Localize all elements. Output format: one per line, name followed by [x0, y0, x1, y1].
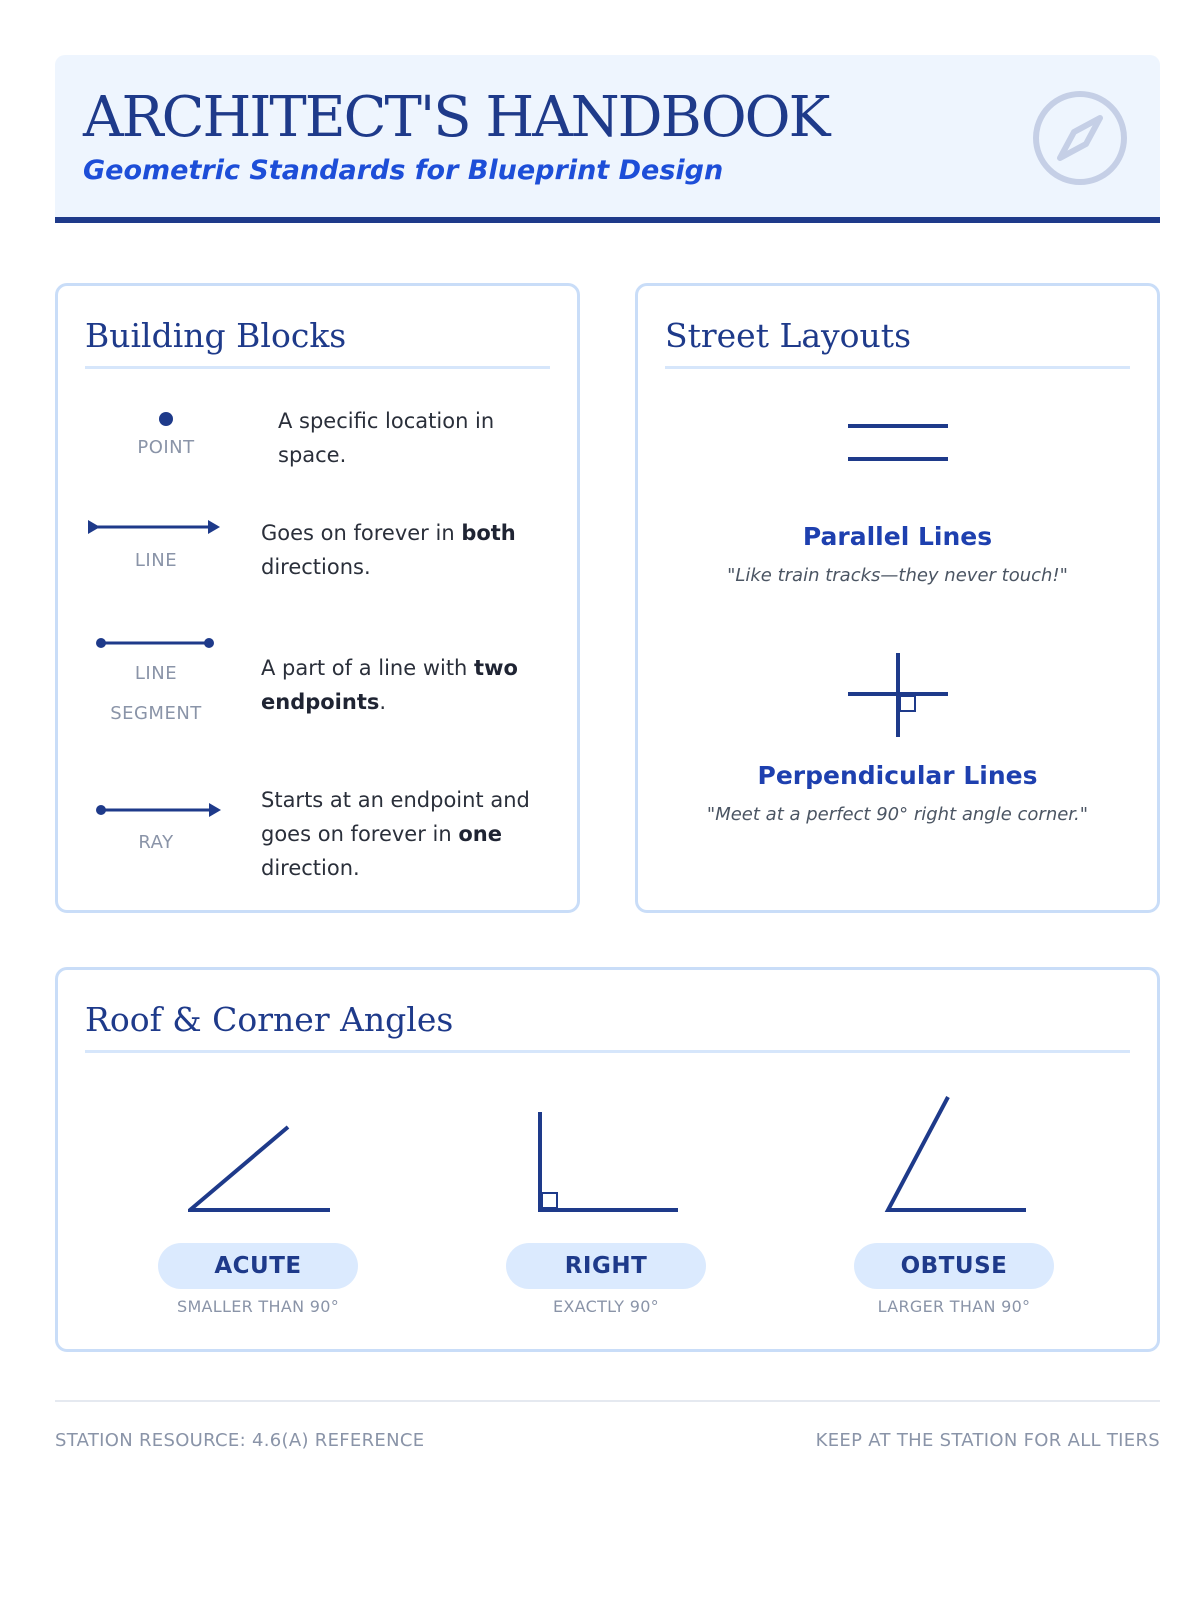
page-subtitle: Geometric Standards for Blueprint Design: [83, 155, 724, 186]
perpendicular-lines-name: Perpendicular Lines: [757, 761, 1038, 790]
perpendicular-lines-icon: [843, 651, 953, 741]
line-segment-icon: [91, 633, 221, 653]
angles-card: [55, 967, 1160, 1352]
point-description: A specific location in space.: [278, 409, 495, 467]
footer-reference: STATION RESOURCE: 4.6(A) REFERENCE: [55, 1430, 425, 1451]
right-angle-label: RIGHT: [506, 1243, 706, 1289]
footer-divider: [55, 1400, 1160, 1402]
parallel-lines-quote: "Like train tracks—they never touch!": [727, 565, 1068, 586]
parallel-lines-icon: [843, 416, 953, 466]
angles-title: Roof & Corner Angles: [85, 1000, 454, 1039]
line-icon: [86, 515, 226, 539]
obtuse-angle-icon: [884, 1095, 1034, 1220]
line-description: Goes on forever in both directions.: [261, 521, 516, 579]
ray-label: RAY: [138, 832, 174, 853]
street-layouts-title: Street Layouts: [665, 316, 912, 355]
obtuse-angle-subtitle: LARGER THAN 90°: [877, 1297, 1031, 1316]
obtuse-angle-label: OBTUSE: [854, 1243, 1054, 1289]
divider: [85, 366, 550, 369]
right-angle-icon: [536, 1110, 686, 1220]
street-layouts-card: [635, 283, 1160, 913]
acute-angle-icon: [188, 1125, 338, 1225]
line-label: LINE: [134, 550, 178, 571]
ray-icon: [91, 798, 231, 822]
acute-angle-subtitle: SMALLER THAN 90°: [176, 1297, 339, 1316]
building-blocks-title: Building Blocks: [85, 316, 347, 355]
right-angle-subtitle: EXACTLY 90°: [553, 1297, 659, 1316]
building-blocks-card: [55, 283, 580, 913]
footer-note: KEEP AT THE STATION FOR ALL TIERS: [815, 1430, 1160, 1451]
point-label: POINT: [137, 437, 195, 458]
parallel-lines-name: Parallel Lines: [802, 522, 993, 551]
divider: [665, 366, 1130, 369]
page-title: ARCHITECT'S HANDBOOK: [83, 85, 829, 150]
divider: [85, 1050, 1130, 1053]
page-header: [55, 55, 1160, 223]
line-segment-label: LINE SEGMENT: [110, 663, 202, 724]
line-segment-description: A part of a line with two endpoints.: [261, 656, 518, 714]
acute-angle-label: ACUTE: [158, 1243, 358, 1289]
ray-description: Starts at an endpoint and goes on forever in one direction.: [261, 788, 530, 880]
compass-icon: [1030, 88, 1130, 188]
perpendicular-lines-quote: "Meet at a perfect 90° right angle corner.": [706, 804, 1089, 825]
